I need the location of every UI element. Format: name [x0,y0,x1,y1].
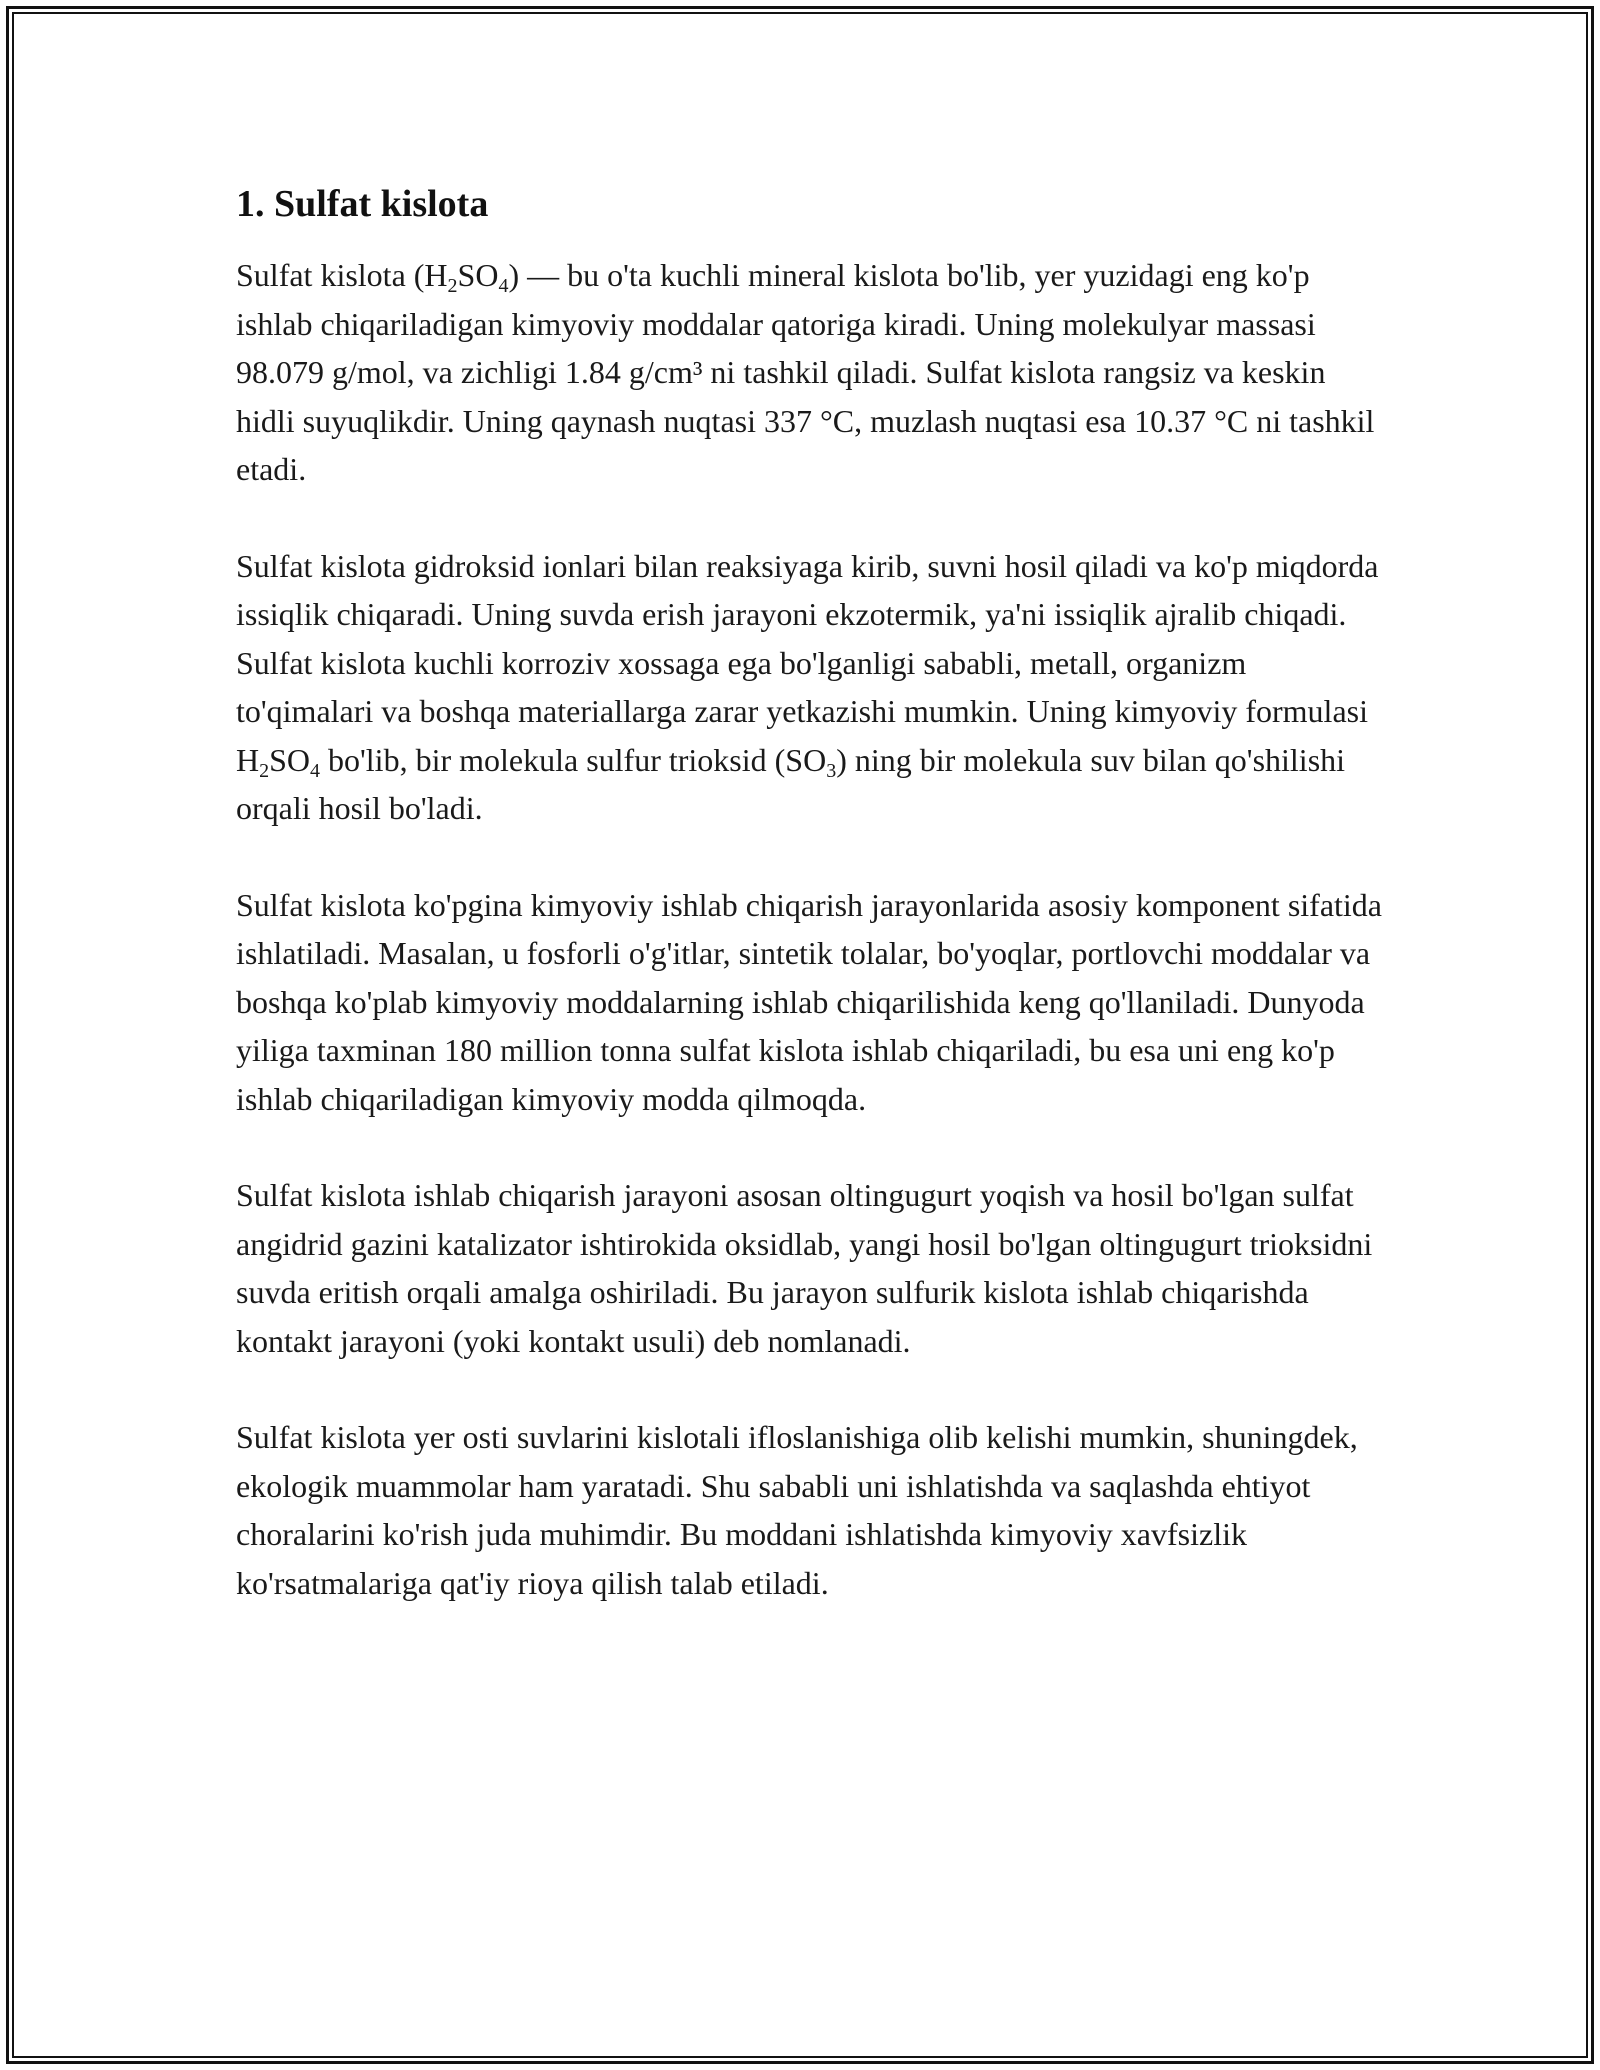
document-body [236,180,1386,1655]
paragraph-4: Sulfat kislota ishlab chiqarish jarayoni asosan oltingugurt yoqish va hosil bo'lgan sulfat angidrid gazini katalizator ishtirokida oksidlab, yangi hosil bo'lgan oltingugurt trioksidni suvda eritish orqali amalga oshiriladi. Bu jarayon sulfurik kislota ishlab chiqarishda kontakt jarayoni (yoki kontakt usuli) deb nomlanadi. [236,1177,1373,1359]
subscript-2: 2 [259,759,270,782]
subscript-4: 4 [498,275,509,298]
paragraph-2 [236,542,1386,833]
paragraph-1-text-c: ) — bu o'ta kuchli mineral kislota bo'lib, yer yuzidagi eng ko'p ishlab chiqariladigan kimyoviy moddalar qatoriga kiradi. Uning molekulyar massasi 98.079 g/mol, va zichligi 1.84 g/cm³ ni tashkil qiladi. Sulfat kislota rangsiz va keskin hidli suyuqlikdir. Uning qaynash nuqtasi 337 °C, muzlash nuqtasi esa 10.37 °C ni tashkil etadi. [236,257,1375,488]
paragraph-1 [236,251,1386,494]
paragraph-2-text-d: ) ning bir molekula suv bilan qo'shilishi orqali hosil bo'ladi. [236,741,1346,827]
paragraph-1-text-b: SO [457,257,499,294]
subscript-3: 3 [826,759,837,782]
subscript-2: 2 [447,275,458,298]
paragraph-3: Sulfat kislota ko'pgina kimyoviy ishlab chiqarish jarayonlarida asosiy komponent sifatida ishlatiladi. Masalan, u fosforli o'g'itlar, sintetik tolalar, bo'yoqlar, portlovchi moddalar va boshqa ko'plab kimyoviy moddalarning ishlab chiqarilishida keng qo'llaniladi. Dunyoda yiliga taxminan 180 million tonna sulfat kislota ishlab chiqariladi, bu esa uni eng ko'p ishlab chiqariladigan kimyoviy modda qilmoqda. [236,886,1382,1117]
paragraph-5: Sulfat kislota yer osti suvlarini kislotali ifloslanishiga olib kelishi mumkin, shuningdek, ekologik muammolar ham yaratadi. Shu sababli uni ishlatishda va saqlashda ehtiyot choralarini ko'rish juda muhimdir. Bu moddani ishlatishda kimyoviy xavfsizlik ko'rsatmalariga qat'iy rioya qilish talab etiladi. [236,1419,1358,1601]
paragraph-2-text-b: SO [269,741,311,778]
subscript-4: 4 [310,759,321,782]
paragraph-2-text-c: bo'lib, bir molekula sulfur trioksid (SO [320,741,827,778]
paragraph-1-text-a: Sulfat kislota (H [236,257,448,294]
paragraph-2-text-a: Sulfat kislota gidroksid ionlari bilan reaksiyaga kirib, suvni hosil qiladi va ko'p miqdorda issiqlik chiqaradi. Uning suvda erish jarayoni ekzotermik, ya'ni issiqlik ajralib chiqadi. Sulfat kislota kuchli korroziv xossaga ega bo'lganligi sababli, metall, organizm to'qimalari va boshqa materiallarga zarar yetkazishi mumkin. Uning kimyoviy formulasi H [236,547,1379,778]
section-heading: 1. Sulfat kislota [236,183,489,225]
